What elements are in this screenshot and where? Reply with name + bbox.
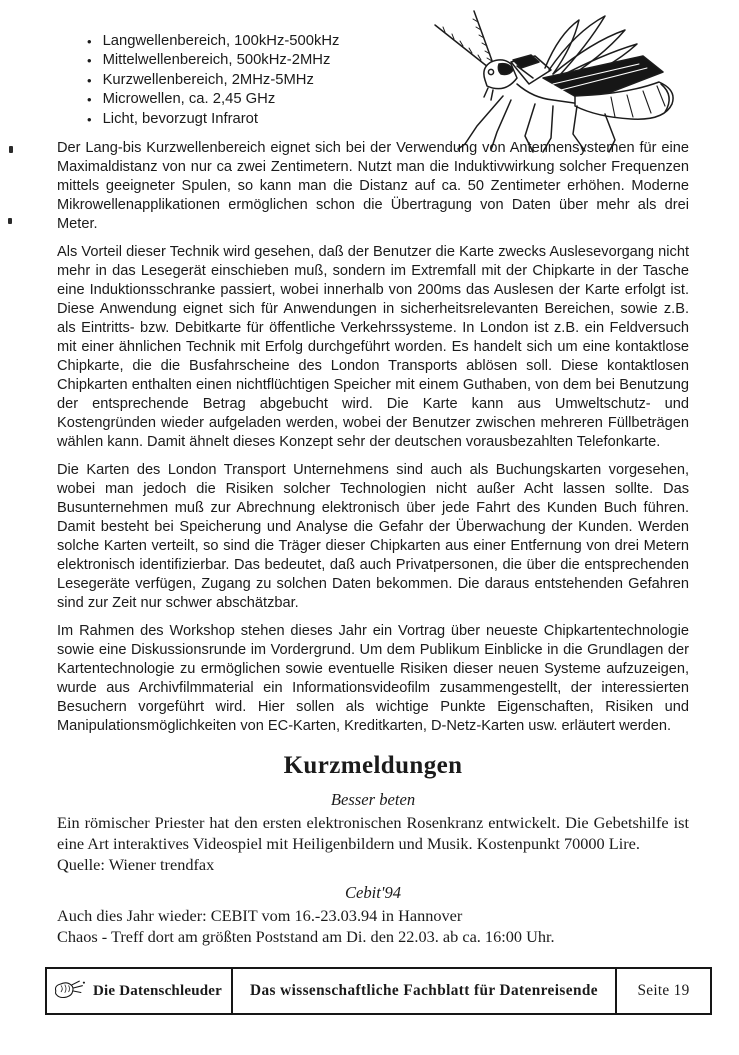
kurzmeldungen-section [57,752,689,948]
scan-speck [8,218,12,224]
note-line: Auch dies Jahr wieder: CEBIT vom 16.-23.03.94 in Hannover [57,905,463,925]
bullet-icon: • [87,72,92,88]
list-item [87,32,689,51]
bullet-text: Microwellen, ca. 2,45 GHz [102,91,276,108]
note-body: Ein römischer Priester hat den ersten elektronischen Rosenkranz entwickelt. Die Gebetshilfe ist eine Art interaktives Videospiel mit Heiligenbildern und Musik. Kostenpunkt 70000 Lire. [57,813,689,854]
page-number: Seite 19 [637,982,690,999]
scan-speck [9,146,13,153]
bullet-text: Mittelwellenbereich, 500kHz-2MHz [102,52,331,69]
bullet-icon: • [87,92,92,108]
list-item [87,51,689,70]
bullet-icon: • [87,34,92,49]
bullet-icon: • [87,111,92,127]
note-line: Chaos - Treff dort am größten Poststand am Di. den 22.03. ab ca. 16:00 Uhr. [57,927,555,947]
bullet-icon: • [87,53,92,69]
page-footer [45,967,712,1015]
body-paragraph: Im Rahmen des Workshop stehen dieses Jahr ein Vortrag über neueste Chipkartentechnologie sowie eine Diskussionsrunde im Vordergrund. Um dem Publikum Einblicke in die Grundlagen der Kartentechnologie zu ermöglichen sowie eventuelle Risiken dieser neuen Systeme aufzuzeigen, wurde aus Archivfilmmaterial ein Informationsvideofilm zusammengestellt, der interessierten Besuchern vorgeführt wird. Hier sollen als wichtige Punkte Eigenschaften, Risiken und Manipulationsmöglichkeiten von EC-Karten, Kreditkarten, D-Netz-Karten usw. erläutert werden. [57,623,689,735]
bullet-text: Licht, bevorzugt Infrarot [102,110,259,127]
bullet-text: Kurzwellenbereich, 2MHz-5MHz [102,71,314,88]
datenschleuder-hand-slingshot-icon [52,978,90,1004]
frequency-bullet-list [87,32,689,129]
note-heading: Cebit'94 [344,882,402,902]
body-paragraph: Der Lang-bis Kurzwellenbereich eignet sich bei der Verwendung von Antennensystemen für eine Maximaldistanz von nur ca zwei Zentimetern. Nutzt man die Induktivwirkung solcher Frequenzen mittels geeigneter Spulen, so kann man die Distanz auf ca. 50 Zentimeter erhöhen. Moderne Mikrowellenapplikationen ermöglichen schon die Übertragung von Daten über mehr als drei Meter. [57,140,689,233]
footer-logo [47,969,233,1013]
footer-subtitle: Das wissenschaftliche Fachblatt für Datenreisende [233,969,617,1013]
note-source: Quelle: Wiener trendfax [57,855,215,875]
note-heading: Besser beten [330,790,416,810]
body-paragraph: Als Vorteil dieser Technik wird gesehen, daß der Benutzer die Karte zwecks Auslesevorgang nicht mehr in das Lesegerät einschieben muß, sondern im Extremfall mit der Chipkarte in der Tasche eine Induktionsschranke passiert, wobei innerhalb von 200ms das Auslesen der Karte erfolgt ist. Diese Anwendung eignet sich für Anwendungen in sicherheitsrelevanten Bereichen, sowie z.B. als Eintritts- bzw. Debitkarte für öffentliche Verkehrssysteme. In London ist z.B. ein Feldversuch mit einer ähnlichen Technik mit Erfolg durchgeführt worden. Es handelt sich um eine kontaktlose Chipkarte, die die Busfahrscheine des London Transports ablösen soll. Diese kontaktlosen Chipkarten enthalten einen nichtflüchtigen Speicher mit einem Guthaben, von dem bei Benutzung der entsprechende Betrag abgebucht wird. Die Karte kann aus Umweltschutz- und Kostengründen wieder aufgeladen werden, wobei der Benutzer zwischen mehreren Füllbeträgen wählen kann. Damit ähnelt dieses Konzept sehr der deutschen vorausbezahlten Telefonkarte. [57,244,689,451]
article-body [57,0,689,948]
body-paragraph: Die Karten des London Transport Unternehmens sind auch als Buchungskarten vorgesehen, wobei man jedoch die Risiken solcher Technologien nicht außer Acht lassen sollte. Das Busunternehmen muß zur Abrechnung elektronisch über jede Fahrt des Kunden Buch führen. Damit besteht bei Speicherung und Analyse die Gefahr der Überwachung der Kunden. Werden solche Karten verteilt, so sind die Träger dieser Chipkarten aus einer Entfernung von drei Metern elektronisch identifizierbar. Das bedeutet, daß auch Privatpersonen, die über die entsprechenden Lesegeräte verfügen, Zugang zu solchen Daten bekommen. Die daraus entstehenden Gefahren sind zur Zeit nur schwer abschätzbar. [57,462,689,612]
section-title: Kurzmeldungen [283,752,463,780]
bullet-text: Langwellenbereich, 100kHz-500kHz [102,33,340,49]
list-item [87,110,689,129]
magazine-name: Die Datenschleuder [93,982,222,999]
list-item [87,71,689,90]
list-item [87,90,689,109]
